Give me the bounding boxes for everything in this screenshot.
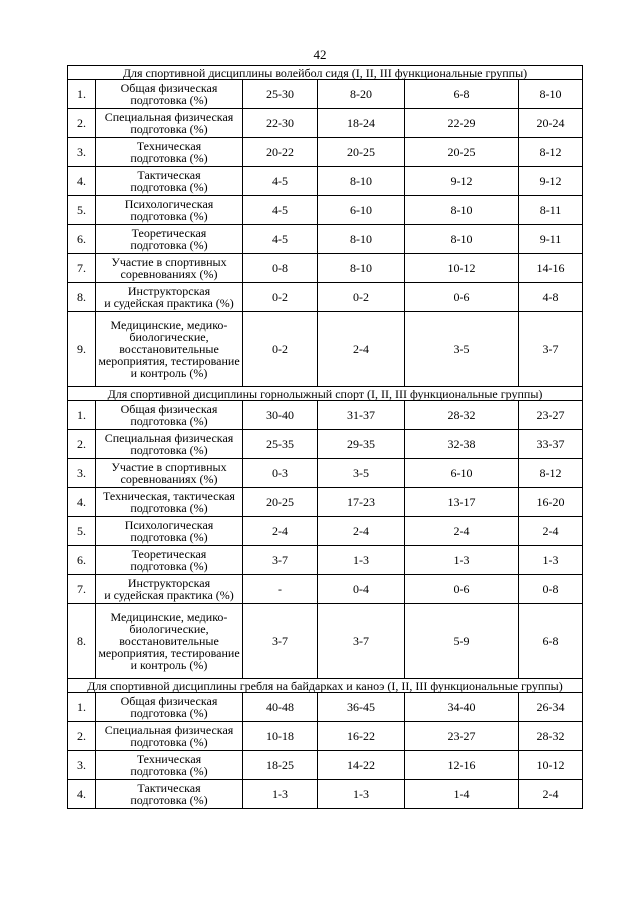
row-number: 6. bbox=[68, 225, 96, 254]
value-stage-1: 0-8 bbox=[243, 254, 318, 283]
activity-name-line: Инструкторская bbox=[127, 576, 211, 590]
value-stage-3: 0-6 bbox=[405, 283, 519, 312]
value-stage-4: 8-11 bbox=[519, 196, 583, 225]
activity-name bbox=[96, 575, 243, 604]
table-row bbox=[68, 312, 583, 387]
activity-name bbox=[96, 167, 243, 196]
value-stage-2: 0-2 bbox=[318, 283, 405, 312]
value-stage-1: 0-2 bbox=[243, 312, 318, 387]
activity-name-line: соревнованиях (%) bbox=[120, 472, 218, 486]
activity-name-line: биологические, bbox=[129, 330, 209, 344]
value-stage-3: 0-6 bbox=[405, 575, 519, 604]
row-number: 3. bbox=[68, 138, 96, 167]
activity-name bbox=[96, 254, 243, 283]
table-row bbox=[68, 722, 583, 751]
activity-name-line: и контроль (%) bbox=[130, 658, 208, 672]
activity-name-line: мероприятия, тестирование bbox=[98, 646, 240, 660]
activity-name-line: соревнованиях (%) bbox=[120, 267, 218, 281]
value-stage-1: 40-48 bbox=[243, 693, 318, 722]
value-stage-1: 2-4 bbox=[243, 517, 318, 546]
activity-name bbox=[96, 780, 243, 809]
value-stage-4: 6-8 bbox=[519, 604, 583, 679]
activity-name bbox=[96, 459, 243, 488]
section-header-row bbox=[68, 387, 583, 401]
activity-name-line: восстановительные bbox=[119, 342, 219, 356]
value-stage-2: 20-25 bbox=[318, 138, 405, 167]
value-stage-2: 2-4 bbox=[318, 312, 405, 387]
activity-name bbox=[96, 604, 243, 679]
table-row bbox=[68, 546, 583, 575]
value-stage-3: 6-10 bbox=[405, 459, 519, 488]
value-stage-1: 18-25 bbox=[243, 751, 318, 780]
activity-name-line: и судейская практика (%) bbox=[104, 588, 234, 602]
table-row bbox=[68, 283, 583, 312]
value-stage-2: 31-37 bbox=[318, 401, 405, 430]
table-row bbox=[68, 109, 583, 138]
value-stage-4: 14-16 bbox=[519, 254, 583, 283]
page-number: 42 bbox=[313, 47, 327, 62]
table-row bbox=[68, 459, 583, 488]
value-stage-3: 23-27 bbox=[405, 722, 519, 751]
row-number: 2. bbox=[68, 722, 96, 751]
value-stage-1: 22-30 bbox=[243, 109, 318, 138]
value-stage-1: 3-7 bbox=[243, 604, 318, 679]
row-number: 2. bbox=[68, 109, 96, 138]
value-stage-4: 28-32 bbox=[519, 722, 583, 751]
value-stage-1: 4-5 bbox=[243, 196, 318, 225]
value-stage-3: 8-10 bbox=[405, 196, 519, 225]
activity-name-line: Общая физическая bbox=[120, 402, 218, 416]
activity-name-line: Специальная физическая bbox=[104, 431, 234, 445]
activity-name-line: подготовка (%) bbox=[130, 764, 208, 778]
activity-name-line: Медицинские, медико- bbox=[110, 610, 228, 624]
activity-name bbox=[96, 546, 243, 575]
activity-name bbox=[96, 312, 243, 387]
activity-name-line: Инструкторская bbox=[127, 284, 211, 298]
table-row bbox=[68, 225, 583, 254]
row-number: 7. bbox=[68, 575, 96, 604]
activity-name-line: подготовка (%) bbox=[130, 151, 208, 165]
row-number: 4. bbox=[68, 488, 96, 517]
activity-name bbox=[96, 283, 243, 312]
activity-name-line: подготовка (%) bbox=[130, 414, 208, 428]
value-stage-2: 6-10 bbox=[318, 196, 405, 225]
activity-name-line: Медицинские, медико- bbox=[110, 318, 228, 332]
activity-name-line: Теоретическая bbox=[131, 226, 207, 240]
activity-name-line: и контроль (%) bbox=[130, 366, 208, 380]
value-stage-2: 2-4 bbox=[318, 517, 405, 546]
activity-name bbox=[96, 138, 243, 167]
value-stage-2: 29-35 bbox=[318, 430, 405, 459]
value-stage-4: 2-4 bbox=[519, 780, 583, 809]
activity-name-line: подготовка (%) bbox=[130, 706, 208, 720]
section-header-row bbox=[68, 66, 583, 80]
table-row bbox=[68, 138, 583, 167]
row-number: 1. bbox=[68, 80, 96, 109]
value-stage-1: - bbox=[243, 575, 318, 604]
value-stage-1: 25-30 bbox=[243, 80, 318, 109]
value-stage-4: 23-27 bbox=[519, 401, 583, 430]
section-title: Для спортивной дисциплины горнолыжный спорт (I, II, III функциональные группы) bbox=[68, 387, 583, 401]
value-stage-2: 8-10 bbox=[318, 225, 405, 254]
activity-name-line: подготовка (%) bbox=[130, 93, 208, 107]
value-stage-4: 8-10 bbox=[519, 80, 583, 109]
activity-name bbox=[96, 517, 243, 546]
table-row bbox=[68, 517, 583, 546]
row-number: 1. bbox=[68, 693, 96, 722]
table-row bbox=[68, 80, 583, 109]
activity-name-line: Общая физическая bbox=[120, 694, 218, 708]
value-stage-3: 13-17 bbox=[405, 488, 519, 517]
activity-name-line: Техническая bbox=[136, 139, 202, 153]
value-stage-2: 14-22 bbox=[318, 751, 405, 780]
row-number: 8. bbox=[68, 283, 96, 312]
value-stage-3: 1-4 bbox=[405, 780, 519, 809]
value-stage-2: 8-20 bbox=[318, 80, 405, 109]
table-row bbox=[68, 196, 583, 225]
value-stage-2: 16-22 bbox=[318, 722, 405, 751]
value-stage-3: 28-32 bbox=[405, 401, 519, 430]
table-row bbox=[68, 167, 583, 196]
activity-name bbox=[96, 722, 243, 751]
value-stage-3: 1-3 bbox=[405, 546, 519, 575]
activity-name-line: подготовка (%) bbox=[130, 735, 208, 749]
value-stage-1: 4-5 bbox=[243, 225, 318, 254]
value-stage-4: 8-12 bbox=[519, 138, 583, 167]
value-stage-1: 4-5 bbox=[243, 167, 318, 196]
activity-name-line: Техническая, тактическая bbox=[103, 489, 235, 503]
value-stage-3: 22-29 bbox=[405, 109, 519, 138]
value-stage-3: 34-40 bbox=[405, 693, 519, 722]
activity-name-line: подготовка (%) bbox=[130, 443, 208, 457]
value-stage-4: 8-12 bbox=[519, 459, 583, 488]
activity-name bbox=[96, 488, 243, 517]
value-stage-4: 2-4 bbox=[519, 517, 583, 546]
row-number: 3. bbox=[68, 751, 96, 780]
value-stage-3: 2-4 bbox=[405, 517, 519, 546]
value-stage-3: 32-38 bbox=[405, 430, 519, 459]
table-row bbox=[68, 430, 583, 459]
activity-name-line: мероприятия, тестирование bbox=[98, 354, 240, 368]
table-row bbox=[68, 401, 583, 430]
activity-name bbox=[96, 401, 243, 430]
activity-name-line: Общая физическая bbox=[120, 81, 218, 95]
section-header-row bbox=[68, 679, 583, 693]
row-number: 1. bbox=[68, 401, 96, 430]
activity-name-line: подготовка (%) bbox=[130, 559, 208, 573]
row-number: 8. bbox=[68, 604, 96, 679]
activity-name-line: подготовка (%) bbox=[130, 530, 208, 544]
activity-name-line: Участие в спортивных bbox=[111, 460, 227, 474]
value-stage-2: 3-7 bbox=[318, 604, 405, 679]
value-stage-2: 36-45 bbox=[318, 693, 405, 722]
value-stage-4: 3-7 bbox=[519, 312, 583, 387]
value-stage-2: 8-10 bbox=[318, 254, 405, 283]
section-title: Для спортивной дисциплины гребля на байдарках и каноэ (I, II, III функциональные группы) bbox=[68, 679, 583, 693]
value-stage-2: 3-5 bbox=[318, 459, 405, 488]
value-stage-4: 4-8 bbox=[519, 283, 583, 312]
activity-name-line: подготовка (%) bbox=[130, 122, 208, 136]
value-stage-2: 0-4 bbox=[318, 575, 405, 604]
value-stage-3: 10-12 bbox=[405, 254, 519, 283]
activity-name bbox=[96, 693, 243, 722]
activity-name-line: биологические, bbox=[129, 622, 209, 636]
value-stage-1: 10-18 bbox=[243, 722, 318, 751]
activity-name-line: Психологическая bbox=[124, 197, 214, 211]
table-row bbox=[68, 488, 583, 517]
value-stage-1: 20-25 bbox=[243, 488, 318, 517]
row-number: 4. bbox=[68, 780, 96, 809]
table-row bbox=[68, 693, 583, 722]
training-volume-table bbox=[67, 65, 583, 809]
table-row bbox=[68, 780, 583, 809]
value-stage-1: 0-2 bbox=[243, 283, 318, 312]
activity-name-line: восстановительные bbox=[119, 634, 219, 648]
row-number: 2. bbox=[68, 430, 96, 459]
activity-name bbox=[96, 225, 243, 254]
row-number: 5. bbox=[68, 517, 96, 546]
row-number: 3. bbox=[68, 459, 96, 488]
value-stage-3: 20-25 bbox=[405, 138, 519, 167]
activity-name-line: подготовка (%) bbox=[130, 238, 208, 252]
row-number: 6. bbox=[68, 546, 96, 575]
row-number: 4. bbox=[68, 167, 96, 196]
value-stage-4: 10-12 bbox=[519, 751, 583, 780]
activity-name bbox=[96, 109, 243, 138]
value-stage-3: 12-16 bbox=[405, 751, 519, 780]
activity-name-line: подготовка (%) bbox=[130, 793, 208, 807]
value-stage-3: 9-12 bbox=[405, 167, 519, 196]
value-stage-1: 1-3 bbox=[243, 780, 318, 809]
activity-name-line: Специальная физическая bbox=[104, 110, 234, 124]
value-stage-4: 9-11 bbox=[519, 225, 583, 254]
value-stage-3: 3-5 bbox=[405, 312, 519, 387]
value-stage-4: 1-3 bbox=[519, 546, 583, 575]
value-stage-4: 16-20 bbox=[519, 488, 583, 517]
value-stage-4: 26-34 bbox=[519, 693, 583, 722]
activity-name-line: и судейская практика (%) bbox=[104, 296, 234, 310]
value-stage-2: 17-23 bbox=[318, 488, 405, 517]
activity-name-line: Тактическая bbox=[137, 781, 201, 795]
value-stage-2: 1-3 bbox=[318, 780, 405, 809]
activity-name-line: Специальная физическая bbox=[104, 723, 234, 737]
value-stage-3: 6-8 bbox=[405, 80, 519, 109]
table-row bbox=[68, 751, 583, 780]
row-number: 9. bbox=[68, 312, 96, 387]
activity-name-line: подготовка (%) bbox=[130, 501, 208, 515]
activity-name-line: Участие в спортивных bbox=[111, 255, 227, 269]
value-stage-4: 0-8 bbox=[519, 575, 583, 604]
value-stage-2: 18-24 bbox=[318, 109, 405, 138]
activity-name bbox=[96, 751, 243, 780]
value-stage-4: 20-24 bbox=[519, 109, 583, 138]
value-stage-2: 1-3 bbox=[318, 546, 405, 575]
value-stage-4: 33-37 bbox=[519, 430, 583, 459]
table-row bbox=[68, 575, 583, 604]
value-stage-1: 20-22 bbox=[243, 138, 318, 167]
activity-name-line: Психологическая bbox=[124, 518, 214, 532]
table-row bbox=[68, 254, 583, 283]
value-stage-3: 5-9 bbox=[405, 604, 519, 679]
value-stage-1: 3-7 bbox=[243, 546, 318, 575]
row-number: 7. bbox=[68, 254, 96, 283]
value-stage-1: 30-40 bbox=[243, 401, 318, 430]
activity-name-line: подготовка (%) bbox=[130, 209, 208, 223]
row-number: 5. bbox=[68, 196, 96, 225]
activity-name bbox=[96, 80, 243, 109]
value-stage-1: 25-35 bbox=[243, 430, 318, 459]
table-row bbox=[68, 604, 583, 679]
value-stage-3: 8-10 bbox=[405, 225, 519, 254]
value-stage-1: 0-3 bbox=[243, 459, 318, 488]
activity-name-line: подготовка (%) bbox=[130, 180, 208, 194]
activity-name-line: Техническая bbox=[136, 752, 202, 766]
section-title: Для спортивной дисциплины волейбол сидя (I, II, III функциональные группы) bbox=[68, 66, 583, 80]
activity-name bbox=[96, 196, 243, 225]
activity-name bbox=[96, 430, 243, 459]
activity-name-line: Теоретическая bbox=[131, 547, 207, 561]
value-stage-2: 8-10 bbox=[318, 167, 405, 196]
activity-name-line: Тактическая bbox=[137, 168, 201, 182]
value-stage-4: 9-12 bbox=[519, 167, 583, 196]
